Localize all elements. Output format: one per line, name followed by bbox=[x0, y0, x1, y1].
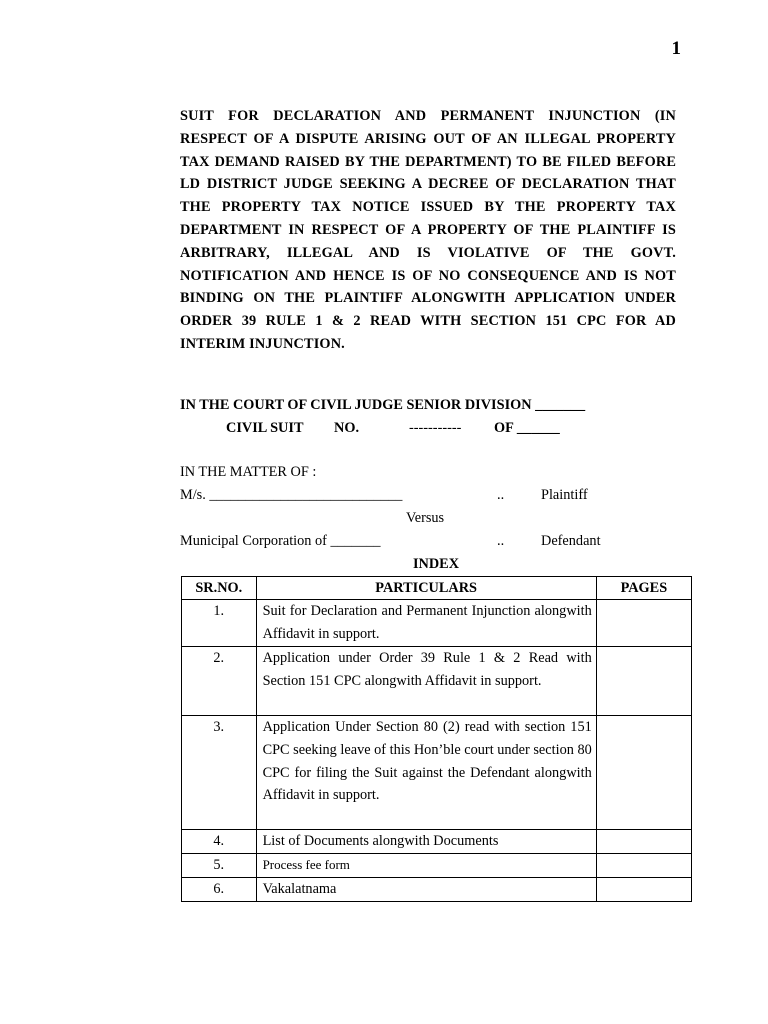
table-row bbox=[182, 647, 692, 716]
plaintiff-dots: .. bbox=[497, 487, 505, 503]
defendant-role: Defendant bbox=[541, 533, 601, 549]
particulars-cell: Vakalatnama bbox=[256, 877, 596, 901]
table-row bbox=[182, 853, 692, 877]
court-line: IN THE COURT OF CIVIL JUDGE SENIOR DIVISION _______ bbox=[180, 397, 586, 413]
pages-cell bbox=[596, 716, 691, 830]
plaintiff-name: M/s. ___________________________ bbox=[180, 487, 403, 503]
particulars-cell: Application Under Section 80 (2) read with section 151 CPC seeking leave of this Hon’ble court under section 80 CPC for filing the Suit against the Defendant alongwith Affidavit in support. bbox=[256, 716, 596, 830]
versus-label: Versus bbox=[406, 510, 445, 526]
header-particulars: PARTICULARS bbox=[256, 577, 596, 600]
table-row bbox=[182, 716, 692, 830]
table-row bbox=[182, 877, 692, 901]
particulars-cell: Process fee form bbox=[256, 853, 596, 877]
header-sr-no: SR.NO. bbox=[182, 577, 257, 600]
matter-title: IN THE MATTER OF : bbox=[180, 464, 317, 480]
pages-cell bbox=[596, 647, 691, 716]
header-pages: PAGES bbox=[596, 577, 691, 600]
table-row bbox=[182, 830, 692, 854]
index-title: INDEX bbox=[412, 556, 460, 572]
index-header-row bbox=[182, 577, 692, 600]
pages-cell bbox=[596, 877, 691, 901]
pages-cell bbox=[596, 600, 691, 647]
suit-heading: SUIT FOR DECLARATION AND PERMANENT INJUNCTION (IN RESPECT OF A DISPUTE ARISING OUT OF AN ILLEGAL PROPERTY TAX DEMAND RAISED BY THE DEPARTMENT) TO BE FILED BEFORE LD DISTRICT JUDGE SEEKING A DECREE OF DECLARATION THAT THE PROPERTY TAX NOTICE ISSUED BY THE PROPERTY TAX DEPARTMENT IN RESPECT OF A PROPERTY OF THE PLAINTIFF IS ARBITRARY, ILLEGAL AND IS VIOLATIVE OF THE GOVT. NOTIFICATION AND HENCE IS OF NO CONSEQUENCE AND IS NOT BINDING ON THE PLAINTIFF ALONGWITH APPLICATION UNDER ORDER 39 RULE 1 & 2 READ WITH SECTION 151 CPC FOR AD INTERIM INJUNCTION. bbox=[180, 108, 676, 352]
defendant-dots: .. bbox=[497, 533, 505, 549]
suit-year-label: OF ______ bbox=[494, 420, 560, 436]
pages-cell bbox=[596, 853, 691, 877]
table-row bbox=[182, 600, 692, 647]
civil-suit-label: CIVIL SUIT bbox=[226, 420, 304, 436]
sr-no-cell: 2. bbox=[182, 647, 257, 716]
plaintiff-role: Plaintiff bbox=[541, 487, 588, 503]
defendant-name: Municipal Corporation of _______ bbox=[180, 533, 381, 549]
sr-no-cell: 4. bbox=[182, 830, 257, 854]
pages-cell bbox=[596, 830, 691, 854]
sr-no-cell: 5. bbox=[182, 853, 257, 877]
sr-no-cell: 6. bbox=[182, 877, 257, 901]
suit-number-label: NO. bbox=[334, 420, 360, 436]
particulars-cell: Suit for Declaration and Permanent Injunction alongwith Affidavit in support. bbox=[256, 600, 596, 647]
particulars-cell: Application under Order 39 Rule 1 & 2 Read with Section 151 CPC alongwith Affidavit in support. bbox=[256, 647, 596, 716]
page-number: 1 bbox=[671, 38, 681, 59]
suit-number-blank: ----------- bbox=[409, 420, 462, 436]
sr-no-cell: 1. bbox=[182, 600, 257, 647]
particulars-cell: List of Documents alongwith Documents bbox=[256, 830, 596, 854]
sr-no-cell: 3. bbox=[182, 716, 257, 830]
index-table bbox=[181, 576, 692, 902]
